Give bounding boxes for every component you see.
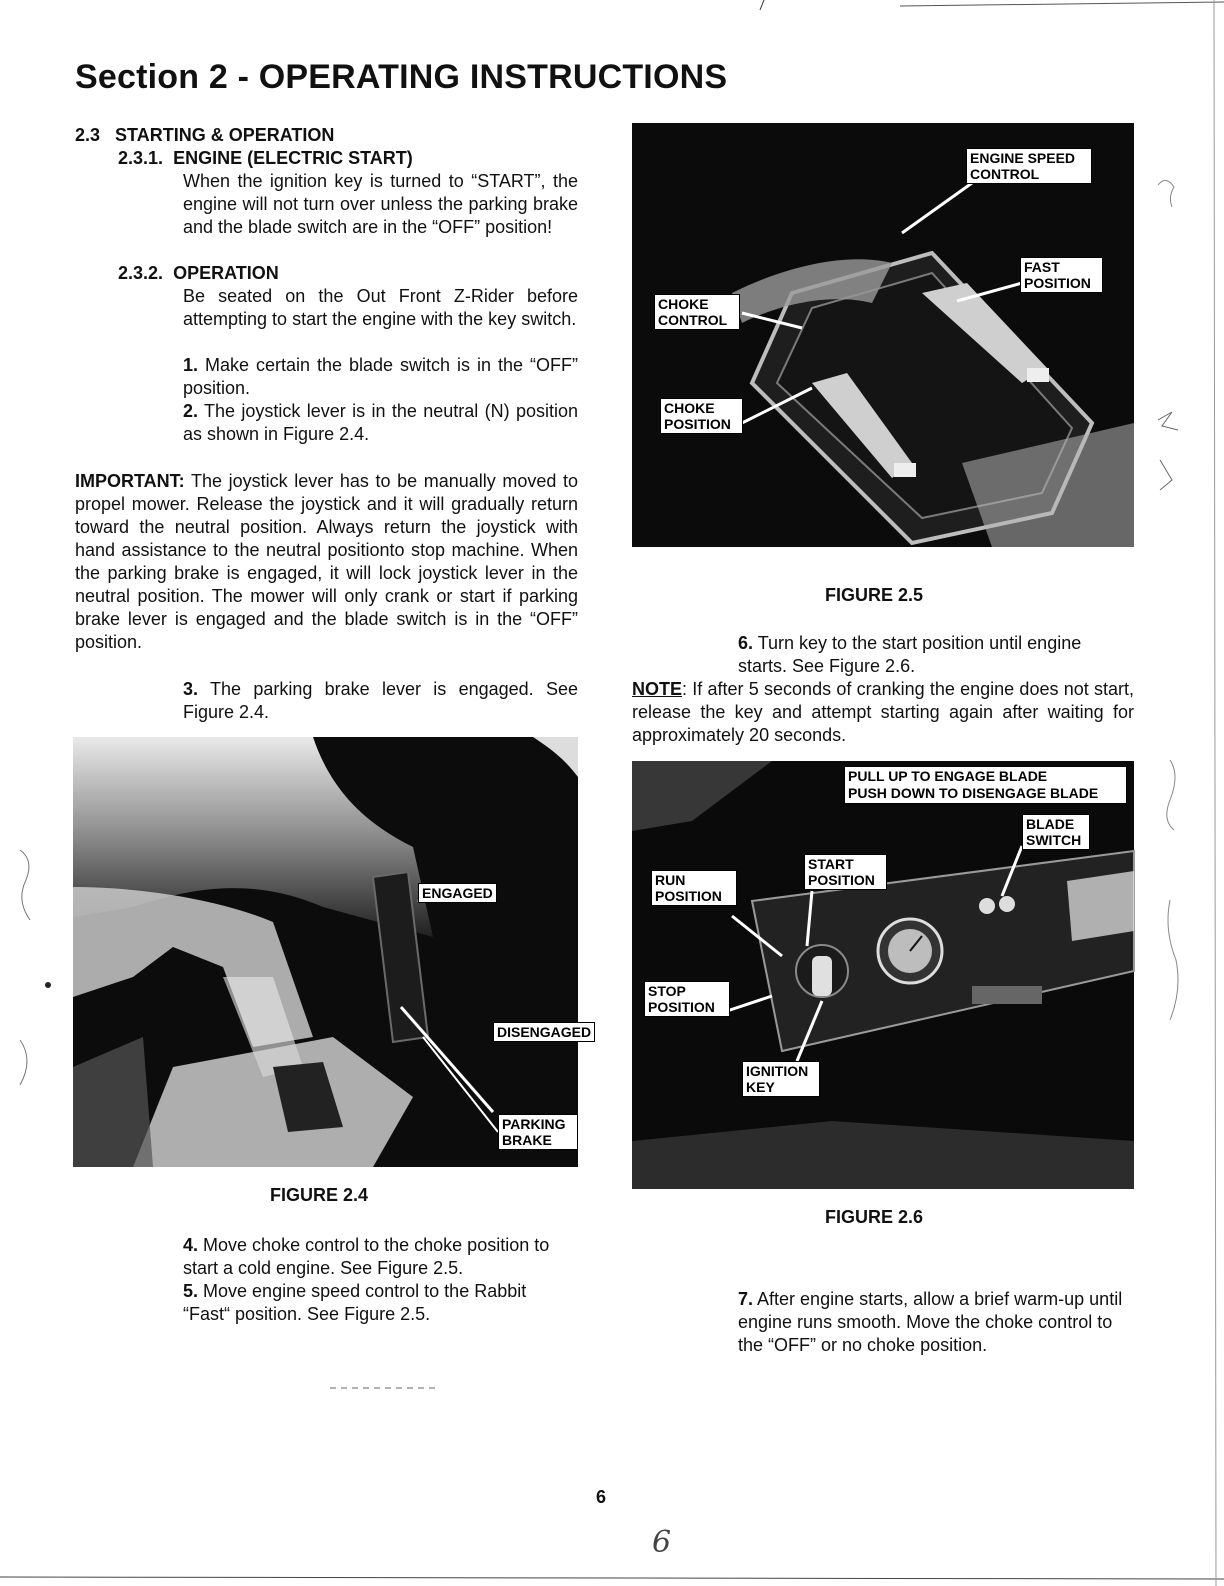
heading-2-3-2-num: 2.3.2. [118,263,164,283]
note-label: NOTE [632,679,683,699]
step-1-num: 1. [183,355,199,375]
step-6-num: 6. [738,633,754,653]
step-5-text: Move engine speed control to the Rabbit “Fast“ position. See Figure 2.5. [183,1281,527,1324]
handwritten-page-number: 6 [652,1525,672,1560]
heading-2-3-2-title: OPERATION [173,263,279,283]
label-blade-switch: BLADE SWITCH [1022,814,1090,850]
step-5-num: 5. [183,1281,199,1301]
label-choke-position: CHOKE POSITION [660,398,743,434]
step-2-text: The joystick lever is in the neutral (N) position as shown in Figure 2.4. [183,401,578,444]
label-pull-up: PULL UP TO ENGAGE BLADE [848,768,1048,784]
label-engaged: ENGAGED [418,883,497,903]
step-1-text: Make certain the blade switch is in the “OFF” position. [183,355,578,398]
heading-2-3-1-num: 2.3.1. [118,148,164,168]
step-6-text: Turn key to the start position until engine starts. See Figure 2.6. [738,633,1082,676]
figure-2-6-caption: FIGURE 2.6 [825,1207,924,1227]
note-text: : If after 5 seconds of cranking the engine does not start, release the key and attempt starting again after waiting for approximately 20 seconds. [632,679,1134,745]
step-4-text: Move choke control to the choke position to start a cold engine. See Figure 2.5. [183,1235,550,1278]
operation-text: Be seated on the Out Front Z-Rider before attempting to start the engine with the key switch. [183,286,578,329]
step-7-num: 7. [738,1289,754,1309]
step-7-text: After engine starts, allow a brief warm-up until engine runs smooth. Move the choke control to the “OFF” or no choke position. [738,1289,1123,1355]
page-number: 6 [596,1487,607,1507]
step-4-num: 4. [183,1235,199,1255]
step-2-num: 2. [183,401,199,421]
section-title: Section 2 - OPERATING INSTRUCTIONS [75,58,728,96]
step-3-text: The parking brake lever is engaged. See Figure 2.4. [183,679,578,722]
label-engine-speed-control: ENGINE SPEED CONTROL [966,148,1092,184]
important-label: IMPORTANT: [75,471,185,491]
label-disengaged: DISENGAGED [493,1022,595,1042]
step-3-num: 3. [183,679,199,699]
label-stop-position: STOP POSITION [644,981,730,1017]
figure-2-4-caption: FIGURE 2.4 [270,1185,369,1205]
label-push-down: PUSH DOWN TO DISENGAGE BLADE [848,785,1099,801]
label-parking-brake: PARKING BRAKE [498,1114,578,1150]
heading-2-3-title: STARTING & OPERATION [115,125,335,145]
important-text: The joystick lever has to be manually moved to propel mower. Release the joystick and it will gradually return toward the neutral position. Always return the joystick with hand assistance to the neutral positionto stop machine. When the parking brake is engaged, it will lock joystick lever in the neutral position. The mower will only crank or start if parking brake lever is engaged and the blade switch is in the “OFF” position. [75,471,578,652]
label-start-position: START POSITION [804,854,887,890]
heading-2-3-1-title: ENGINE (ELECTRIC START) [173,148,413,168]
engine-start-text: When the ignition key is turned to “START”, the engine will not turn over unless the parking brake and the blade switch are in the “OFF” position! [183,171,578,237]
label-run-position: RUN POSITION [651,870,737,906]
label-choke-control: CHOKE CONTROL [654,294,740,330]
figure-2-5-caption: FIGURE 2.5 [825,585,924,605]
heading-2-3-num: 2.3 [75,125,101,145]
label-ignition-key: IGNITION KEY [742,1061,820,1097]
label-fast-position: FAST POSITION [1020,257,1103,293]
